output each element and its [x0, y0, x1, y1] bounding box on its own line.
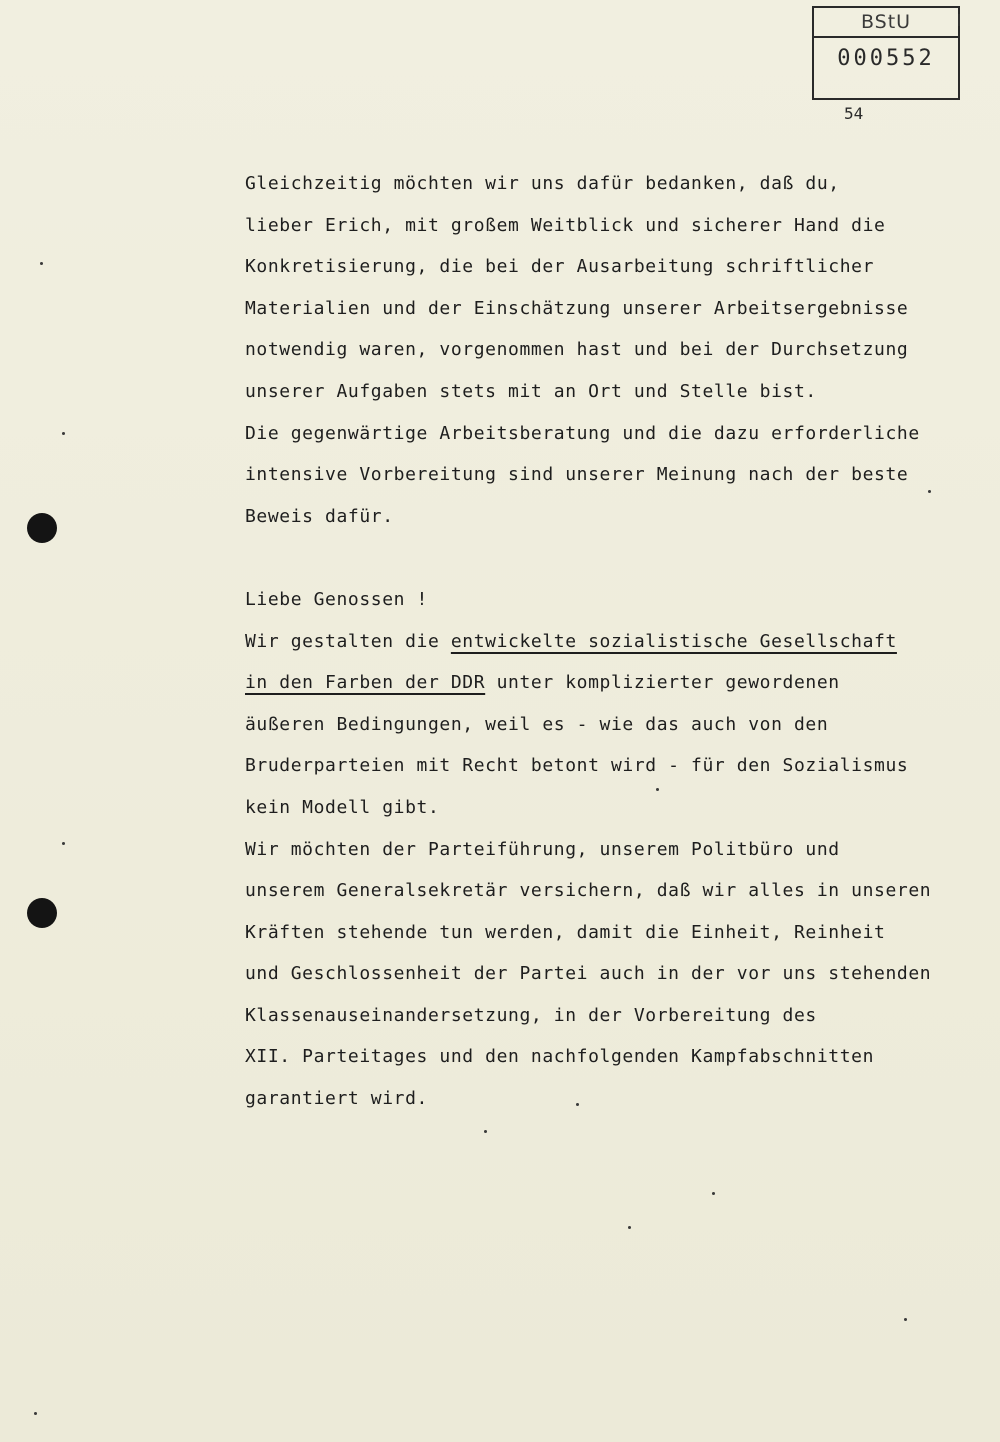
body-line: Klassenauseinandersetzung, in der Vorbereitung des [245, 1004, 817, 1026]
stamp-org-label: BStU [860, 11, 912, 33]
body-line: unserem Generalsekretär versichern, daß wir alles in unseren [245, 880, 932, 902]
stamp-tick-mark [958, 14, 960, 26]
body-line: lieber Erich, mit großem Weitblick und sicherer Hand die [245, 214, 886, 236]
body-line: Konkretisierung, die bei der Ausarbeitung schriftlicher [245, 256, 875, 278]
body-line: Kräften stehende tun werden, damit die Einheit, Reinheit [245, 921, 886, 943]
paper-speck [576, 1103, 579, 1106]
body-line: äußeren Bedingungen, weil es - wie das auch von den [245, 713, 829, 735]
body-line: kein Modell gibt. [245, 796, 440, 818]
stamp-number: 000552 [837, 46, 935, 71]
body-line: Die gegenwärtige Arbeitsberatung und die dazu erforderliche [245, 422, 920, 444]
punch-hole-bottom [27, 898, 57, 928]
paper-speck [904, 1318, 907, 1321]
body-line: XII. Parteitages und den nachfolgenden Kampfabschnitten [245, 1046, 875, 1068]
body-text: Wir gestalten die [245, 630, 451, 652]
body-line: intensive Vorbereitung sind unserer Meinung nach der beste [245, 464, 909, 486]
paragraph-gap [245, 537, 985, 579]
stamp-divider [814, 36, 958, 38]
paper-speck [656, 788, 659, 791]
body-line: garantiert wird. [245, 1088, 428, 1110]
underlined-phrase: in den Farben der DDR [245, 672, 486, 694]
body-line: unserer Aufgaben stets mit an Ort und Stelle bist. [245, 380, 817, 402]
body-line: Beweis dafür. [245, 505, 394, 527]
body-line [245, 621, 985, 663]
paper-speck [628, 1226, 631, 1229]
paper-speck [62, 432, 65, 435]
underlined-phrase: entwickelte sozialistische Gesellschaft [450, 630, 897, 652]
paper-speck [40, 262, 43, 265]
paper-speck [62, 842, 65, 845]
body-line: Wir möchten der Parteiführung, unserem Politbüro und [245, 838, 840, 860]
salutation: Liebe Genossen ! [245, 588, 428, 610]
body-line: Bruderparteien mit Recht betont wird - für den Sozialismus [245, 755, 909, 777]
paper-speck [712, 1192, 715, 1195]
body-text: unter komplizierter gewordenen [485, 672, 840, 694]
body-line: notwendig waren, vorgenommen hast und bei der Durchsetzung [245, 339, 909, 361]
letter-body [245, 163, 985, 1120]
body-line: Materialien und der Einschätzung unserer Arbeitsergebnisse [245, 297, 909, 319]
body-line: und Geschlossenheit der Partei auch in der vor uns stehenden [245, 963, 932, 985]
paper-speck [928, 490, 931, 493]
archive-stamp [812, 6, 960, 100]
punch-hole-top [27, 513, 57, 543]
paper-speck [484, 1130, 487, 1133]
paper-speck [34, 1412, 37, 1415]
body-line [245, 662, 985, 704]
body-line: Gleichzeitig möchten wir uns dafür bedanken, daß du, [245, 173, 840, 194]
page-number: 54 [844, 104, 864, 123]
